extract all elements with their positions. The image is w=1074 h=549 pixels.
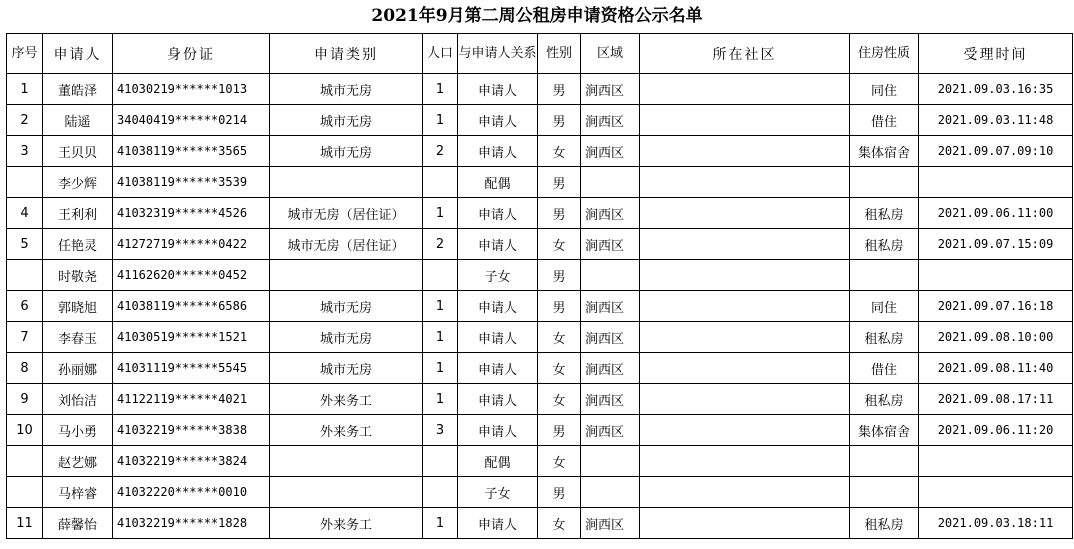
category-cell: 城市无房（居住证） xyxy=(270,198,423,229)
id-number-cell: 41030519******1521 xyxy=(113,322,270,353)
name-cell: 马小勇 xyxy=(43,415,113,446)
category-cell: 城市无房 xyxy=(270,136,423,167)
community-cell xyxy=(640,105,850,136)
category-cell: 城市无房 xyxy=(270,74,423,105)
seq-cell: 9 xyxy=(7,384,43,415)
housing-cell: 同住 xyxy=(850,291,919,322)
category-cell xyxy=(270,477,423,508)
time-cell: 2021.09.03.11:48 xyxy=(919,105,1073,136)
people-cell: 2 xyxy=(423,136,458,167)
gender-cell: 女 xyxy=(538,322,581,353)
name-cell: 马梓睿 xyxy=(43,477,113,508)
header-gender: 性别 xyxy=(538,34,581,74)
relation-cell: 配偶 xyxy=(458,167,538,198)
housing-cell: 借住 xyxy=(850,353,919,384)
gender-cell: 男 xyxy=(538,477,581,508)
seq-cell: 11 xyxy=(7,508,43,539)
time-cell: 2021.09.03.18:11 xyxy=(919,508,1073,539)
category-cell: 城市无房 xyxy=(270,105,423,136)
housing-cell xyxy=(850,260,919,291)
header-row xyxy=(7,34,1073,74)
time-cell xyxy=(919,446,1073,477)
id-number-cell: 41272719******0422 xyxy=(113,229,270,260)
gender-cell: 男 xyxy=(538,74,581,105)
table-row xyxy=(7,322,1073,353)
header-relation: 与申请人关系 xyxy=(458,34,538,74)
gender-cell: 女 xyxy=(538,446,581,477)
name-cell: 陆遥 xyxy=(43,105,113,136)
community-cell xyxy=(640,353,850,384)
id-number-cell: 41032219******3838 xyxy=(113,415,270,446)
name-cell: 董皓泽 xyxy=(43,74,113,105)
seq-cell: 5 xyxy=(7,229,43,260)
table-row xyxy=(7,198,1073,229)
time-cell xyxy=(919,167,1073,198)
community-cell xyxy=(640,508,850,539)
table-row xyxy=(7,415,1073,446)
category-cell: 外来务工 xyxy=(270,384,423,415)
gender-cell: 男 xyxy=(538,415,581,446)
people-cell: 1 xyxy=(423,105,458,136)
time-cell: 2021.09.08.11:40 xyxy=(919,353,1073,384)
header-id: 身份证 xyxy=(113,34,270,74)
community-cell xyxy=(640,74,850,105)
name-cell: 郭晓旭 xyxy=(43,291,113,322)
time-cell: 2021.09.07.15:09 xyxy=(919,229,1073,260)
name-cell: 赵艺娜 xyxy=(43,446,113,477)
people-cell: 1 xyxy=(423,74,458,105)
seq-cell: 2 xyxy=(7,105,43,136)
people-cell: 1 xyxy=(423,353,458,384)
seq-cell: 8 xyxy=(7,353,43,384)
table-row xyxy=(7,74,1073,105)
table-row xyxy=(7,353,1073,384)
time-cell: 2021.09.07.09:10 xyxy=(919,136,1073,167)
housing-cell: 租私房 xyxy=(850,384,919,415)
id-number-cell: 41122119******4021 xyxy=(113,384,270,415)
relation-cell: 申请人 xyxy=(458,74,538,105)
people-cell: 3 xyxy=(423,415,458,446)
relation-cell: 申请人 xyxy=(458,229,538,260)
time-cell xyxy=(919,260,1073,291)
district-cell: 涧西区 xyxy=(581,322,640,353)
category-cell: 外来务工 xyxy=(270,508,423,539)
people-cell: 1 xyxy=(423,322,458,353)
community-cell xyxy=(640,477,850,508)
housing-cell: 集体宿舍 xyxy=(850,415,919,446)
category-cell: 城市无房 xyxy=(270,353,423,384)
district-cell: 涧西区 xyxy=(581,291,640,322)
district-cell: 涧西区 xyxy=(581,229,640,260)
category-cell xyxy=(270,260,423,291)
name-cell: 刘怡洁 xyxy=(43,384,113,415)
housing-cell: 集体宿舍 xyxy=(850,136,919,167)
time-cell: 2021.09.06.11:20 xyxy=(919,415,1073,446)
relation-cell: 申请人 xyxy=(458,136,538,167)
people-cell xyxy=(423,477,458,508)
district-cell: 涧西区 xyxy=(581,384,640,415)
table-body xyxy=(7,74,1073,539)
people-cell xyxy=(423,167,458,198)
name-cell: 李少辉 xyxy=(43,167,113,198)
gender-cell: 女 xyxy=(538,353,581,384)
header-district: 区域 xyxy=(581,34,640,74)
people-cell xyxy=(423,260,458,291)
table-row xyxy=(7,260,1073,291)
name-cell: 李春玉 xyxy=(43,322,113,353)
id-number-cell: 34040419******0214 xyxy=(113,105,270,136)
seq-cell: 4 xyxy=(7,198,43,229)
community-cell xyxy=(640,291,850,322)
header-category: 申请类别 xyxy=(270,34,423,74)
people-cell: 1 xyxy=(423,291,458,322)
community-cell xyxy=(640,322,850,353)
community-cell xyxy=(640,260,850,291)
district-cell: 涧西区 xyxy=(581,74,640,105)
id-number-cell: 41032219******3824 xyxy=(113,446,270,477)
gender-cell: 男 xyxy=(538,105,581,136)
community-cell xyxy=(640,446,850,477)
housing-cell: 同住 xyxy=(850,74,919,105)
time-cell: 2021.09.08.17:11 xyxy=(919,384,1073,415)
gender-cell: 男 xyxy=(538,198,581,229)
relation-cell: 申请人 xyxy=(458,508,538,539)
housing-cell: 租私房 xyxy=(850,322,919,353)
page-title: 2021年9月第二周公租房申请资格公示名单 xyxy=(371,6,703,26)
name-cell: 任艳灵 xyxy=(43,229,113,260)
people-cell: 2 xyxy=(423,229,458,260)
district-cell: 涧西区 xyxy=(581,105,640,136)
seq-cell xyxy=(7,446,43,477)
header-time: 受理时间 xyxy=(919,34,1073,74)
housing-cell xyxy=(850,167,919,198)
id-number-cell: 41031119******5545 xyxy=(113,353,270,384)
category-cell: 城市无房（居住证） xyxy=(270,229,423,260)
id-number-cell: 41162620******0452 xyxy=(113,260,270,291)
seq-cell: 3 xyxy=(7,136,43,167)
table-row xyxy=(7,508,1073,539)
relation-cell: 申请人 xyxy=(458,415,538,446)
seq-cell: 1 xyxy=(7,74,43,105)
seq-cell: 6 xyxy=(7,291,43,322)
category-cell: 城市无房 xyxy=(270,322,423,353)
people-cell: 1 xyxy=(423,384,458,415)
community-cell xyxy=(640,198,850,229)
table-row xyxy=(7,229,1073,260)
name-cell: 薛馨怡 xyxy=(43,508,113,539)
district-cell: 涧西区 xyxy=(581,136,640,167)
community-cell xyxy=(640,415,850,446)
seq-cell xyxy=(7,477,43,508)
gender-cell: 女 xyxy=(538,136,581,167)
relation-cell: 申请人 xyxy=(458,322,538,353)
header-seq: 序号 xyxy=(7,34,43,74)
gender-cell: 男 xyxy=(538,260,581,291)
category-cell xyxy=(270,446,423,477)
header-people: 人口 xyxy=(423,34,458,74)
district-cell: 涧西区 xyxy=(581,353,640,384)
relation-cell: 配偶 xyxy=(458,446,538,477)
community-cell xyxy=(640,384,850,415)
id-number-cell: 41038119******3539 xyxy=(113,167,270,198)
time-cell: 2021.09.08.10:00 xyxy=(919,322,1073,353)
table-row xyxy=(7,477,1073,508)
id-number-cell: 41038119******6586 xyxy=(113,291,270,322)
time-cell xyxy=(919,477,1073,508)
table-row xyxy=(7,446,1073,477)
category-cell xyxy=(270,167,423,198)
district-cell xyxy=(581,167,640,198)
gender-cell: 男 xyxy=(538,291,581,322)
name-cell: 王利利 xyxy=(43,198,113,229)
name-cell: 孙丽娜 xyxy=(43,353,113,384)
community-cell xyxy=(640,229,850,260)
relation-cell: 子女 xyxy=(458,260,538,291)
relation-cell: 申请人 xyxy=(458,105,538,136)
gender-cell: 女 xyxy=(538,384,581,415)
gender-cell: 女 xyxy=(538,508,581,539)
people-cell: 1 xyxy=(423,198,458,229)
gender-cell: 女 xyxy=(538,229,581,260)
header-housing: 住房性质 xyxy=(850,34,919,74)
district-cell xyxy=(581,477,640,508)
header-name: 申请人 xyxy=(43,34,113,74)
time-cell: 2021.09.06.11:00 xyxy=(919,198,1073,229)
relation-cell: 申请人 xyxy=(458,384,538,415)
table-row xyxy=(7,291,1073,322)
people-cell xyxy=(423,446,458,477)
table-row xyxy=(7,105,1073,136)
housing-cell: 租私房 xyxy=(850,198,919,229)
district-cell: 涧西区 xyxy=(581,508,640,539)
community-cell xyxy=(640,136,850,167)
gender-cell: 男 xyxy=(538,167,581,198)
seq-cell xyxy=(7,167,43,198)
category-cell: 城市无房 xyxy=(270,291,423,322)
housing-cell: 借住 xyxy=(850,105,919,136)
header-community: 所在社区 xyxy=(640,34,850,74)
table-row xyxy=(7,167,1073,198)
id-number-cell: 41038119******3565 xyxy=(113,136,270,167)
applicant-table xyxy=(6,33,1073,539)
district-cell: 涧西区 xyxy=(581,415,640,446)
housing-cell: 租私房 xyxy=(850,229,919,260)
relation-cell: 申请人 xyxy=(458,353,538,384)
district-cell xyxy=(581,260,640,291)
relation-cell: 子女 xyxy=(458,477,538,508)
relation-cell: 申请人 xyxy=(458,291,538,322)
seq-cell: 7 xyxy=(7,322,43,353)
category-cell: 外来务工 xyxy=(270,415,423,446)
id-number-cell: 41032219******1828 xyxy=(113,508,270,539)
id-number-cell: 41032220******0010 xyxy=(113,477,270,508)
id-number-cell: 41030219******1013 xyxy=(113,74,270,105)
seq-cell: 10 xyxy=(7,415,43,446)
table-row xyxy=(7,136,1073,167)
people-cell: 1 xyxy=(423,508,458,539)
community-cell xyxy=(640,167,850,198)
time-cell: 2021.09.07.16:18 xyxy=(919,291,1073,322)
housing-cell xyxy=(850,477,919,508)
table-row xyxy=(7,384,1073,415)
name-cell: 王贝贝 xyxy=(43,136,113,167)
id-number-cell: 41032319******4526 xyxy=(113,198,270,229)
district-cell: 涧西区 xyxy=(581,198,640,229)
district-cell xyxy=(581,446,640,477)
housing-cell: 租私房 xyxy=(850,508,919,539)
time-cell: 2021.09.03.16:35 xyxy=(919,74,1073,105)
seq-cell xyxy=(7,260,43,291)
relation-cell: 申请人 xyxy=(458,198,538,229)
name-cell: 时敬尧 xyxy=(43,260,113,291)
housing-cell xyxy=(850,446,919,477)
